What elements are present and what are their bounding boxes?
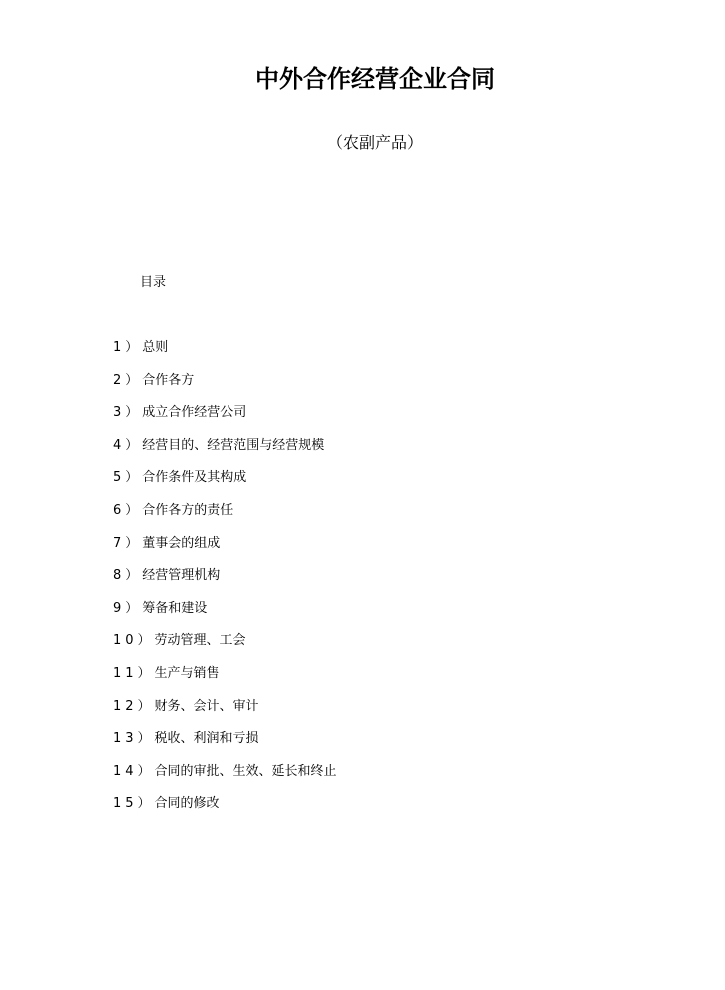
toc-item-number: 1） <box>113 340 143 355</box>
toc-item <box>113 665 337 698</box>
toc-item-text: 税收、利润和亏损 <box>154 731 259 747</box>
toc-item-number: 14） <box>113 763 155 779</box>
toc-item <box>113 502 337 535</box>
toc-item-number: 13） <box>113 731 155 747</box>
toc-item <box>113 698 337 731</box>
toc-item-text: 经营目的、经营范围与经营规模 <box>142 437 325 453</box>
toc-item <box>113 339 337 372</box>
toc-item-number: 10） <box>113 633 155 649</box>
toc-item <box>113 469 337 502</box>
toc-item <box>113 632 337 665</box>
toc-item-text: 董事会的组成 <box>142 535 221 551</box>
toc-item-number: 2） <box>113 372 143 388</box>
toc-item-number: 7） <box>113 535 143 551</box>
toc-item-number: 3） <box>113 405 143 421</box>
toc-item-text: 成立合作经营公司 <box>142 405 247 421</box>
toc-item-number: 4） <box>113 437 143 453</box>
toc-item-number: 11） <box>113 665 155 681</box>
toc-item-text: 生产与销售 <box>154 665 220 681</box>
toc-item <box>113 437 337 470</box>
toc-item-text: 筹备和建设 <box>142 600 208 616</box>
toc-item-text: 合作条件及其构成 <box>142 470 247 486</box>
toc-item-number: 6） <box>113 502 143 518</box>
toc-item-number: 8） <box>113 568 143 584</box>
document-subtitle: （农副产品） <box>326 133 423 152</box>
toc-item <box>113 600 337 633</box>
document-title: 中外合作经营企业合同 <box>255 65 495 93</box>
toc-item-number: 15） <box>113 796 155 812</box>
toc-item-text: 合作各方的责任 <box>142 502 234 518</box>
toc-item-text: 经营管理机构 <box>142 568 221 584</box>
toc-item <box>113 404 337 437</box>
toc-item <box>113 730 337 763</box>
toc-item-text: 劳动管理、工会 <box>154 633 246 649</box>
toc-item <box>113 567 337 600</box>
toc-item-text: 合同的审批、生效、延长和终止 <box>154 763 337 779</box>
toc-item-text: 财务、会计、审计 <box>154 698 259 714</box>
toc-item <box>113 535 337 568</box>
toc-item <box>113 763 337 796</box>
toc-item-number: 5） <box>113 470 143 486</box>
toc-heading: 目录 <box>140 275 167 290</box>
toc-item-number: 12） <box>113 698 155 714</box>
toc-item-text: 合同的修改 <box>154 796 220 812</box>
toc-list <box>113 339 337 828</box>
toc-item-number: 9） <box>113 600 143 616</box>
toc-item <box>113 795 337 828</box>
toc-item-text: 总则 <box>142 340 169 355</box>
toc-item-text: 合作各方 <box>142 372 195 388</box>
toc-item <box>113 372 337 405</box>
